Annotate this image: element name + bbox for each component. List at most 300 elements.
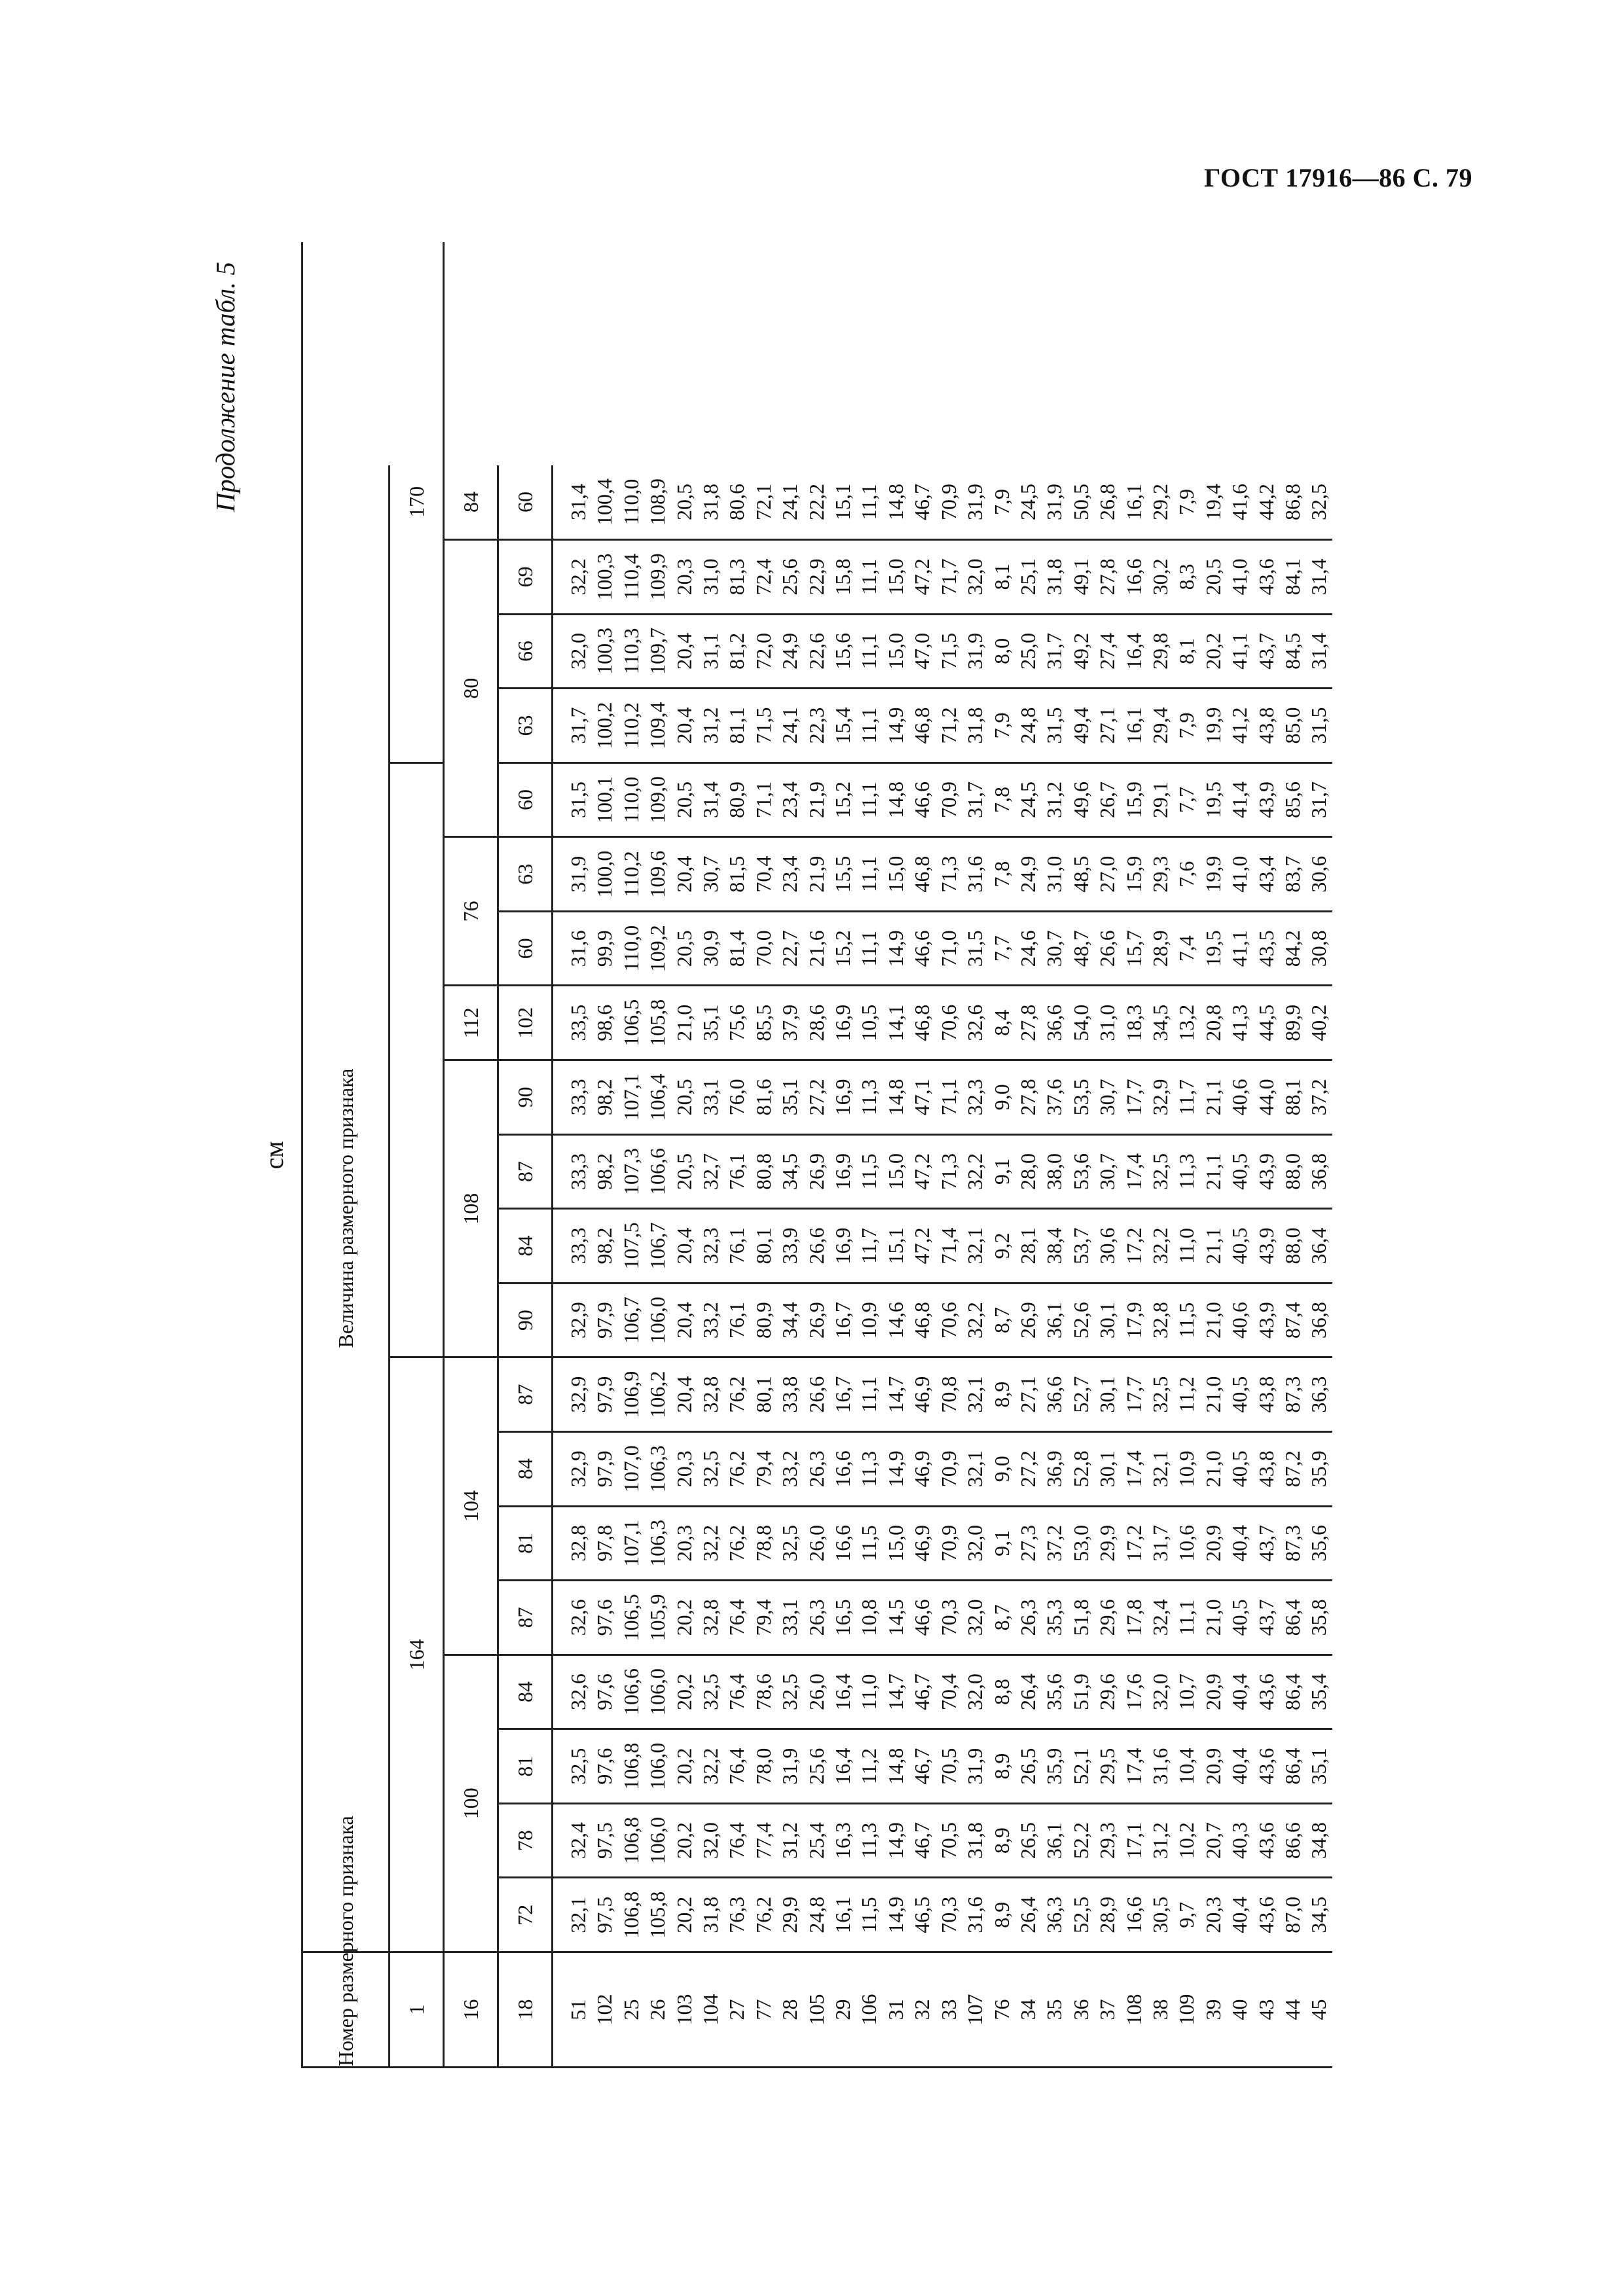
value-cell: 48,7 — [1068, 911, 1094, 986]
value-cell: 26,6 — [803, 1357, 830, 1432]
value-cell: 11,1 — [856, 837, 882, 912]
value-cell: 87,3 — [1279, 1506, 1305, 1581]
value-cell: 43,4 — [1253, 837, 1279, 912]
value-cell: 14,9 — [883, 689, 909, 763]
value-cell: 27,0 — [1094, 837, 1120, 912]
level3-header-cell: 78 — [498, 1803, 553, 1878]
value-cell: 81,2 — [723, 614, 750, 689]
value-cell: 11,3 — [856, 1431, 882, 1506]
value-cell: 23,4 — [776, 837, 803, 912]
value-cell: 97,9 — [591, 1431, 617, 1506]
value-cell: 15,0 — [883, 614, 909, 689]
value-cell: 31,8 — [697, 465, 723, 540]
value-cell: 32,9 — [553, 1431, 592, 1506]
value-cell: 14,9 — [883, 1803, 909, 1878]
value-cell: 84,1 — [1279, 540, 1305, 615]
value-cell: 20,8 — [1200, 986, 1226, 1060]
value-cell: 72,4 — [750, 540, 776, 615]
value-cell: 8,7 — [989, 1283, 1015, 1357]
value-cell: 32,0 — [962, 1506, 988, 1581]
value-cell: 11,3 — [1173, 1134, 1199, 1209]
row-number-cell: 25 — [619, 1999, 643, 2020]
value-cell: 97,9 — [591, 1283, 617, 1357]
value-cell: 7,7 — [989, 911, 1015, 986]
value-cell: 81,3 — [723, 540, 750, 615]
value-cell: 16,7 — [830, 1283, 856, 1357]
value-cell: 46,8 — [909, 986, 935, 1060]
value-cell: 17,4 — [1121, 1431, 1147, 1506]
value-cell: 16,4 — [1121, 614, 1147, 689]
value-cell: 26,6 — [1094, 911, 1120, 986]
value-cell: 36,9 — [1041, 1431, 1067, 1506]
value-cell: 106,5 — [618, 986, 644, 1060]
value-cell: 52,7 — [1068, 1357, 1094, 1432]
value-cell: 76,2 — [723, 1431, 750, 1506]
value-cell: 17,8 — [1121, 1581, 1147, 1655]
value-cell: 25,4 — [803, 1803, 830, 1878]
value-cell: 16,9 — [830, 986, 856, 1060]
value-cell: 22,2 — [803, 465, 830, 540]
value-cell: 33,2 — [697, 1283, 723, 1357]
value-cell: 100,2 — [591, 689, 617, 763]
value-cell: 71,5 — [936, 614, 962, 689]
row-number-cell: 107 — [963, 1994, 987, 2026]
value-cell: 80,1 — [750, 1357, 776, 1432]
value-cell: 32,5 — [1147, 1357, 1173, 1432]
value-cell: 16,9 — [830, 1060, 856, 1135]
value-cell: 28,6 — [803, 986, 830, 1060]
value-cell: 41,1 — [1226, 614, 1252, 689]
table-row — [1200, 242, 1226, 2068]
value-cell: 21,0 — [671, 986, 697, 1060]
value-cell: 11,0 — [1173, 1209, 1199, 1283]
row-number-cell: 26 — [646, 1999, 670, 2020]
value-cell: 85,5 — [750, 986, 776, 1060]
value-cell: 40,3 — [1226, 1803, 1252, 1878]
value-cell: 15,2 — [830, 762, 856, 837]
value-cell: 109,9 — [644, 540, 670, 615]
value-cell: 40,6 — [1226, 1060, 1252, 1135]
value-cell: 8,1 — [989, 540, 1015, 615]
value-cell: 17,1 — [1121, 1803, 1147, 1878]
value-cell: 14,8 — [883, 465, 909, 540]
value-cell: 31,6 — [962, 1878, 988, 1952]
value-cell: 89,9 — [1279, 986, 1305, 1060]
value-cell: 32,5 — [1147, 1134, 1173, 1209]
value-cell: 52,5 — [1068, 1878, 1094, 1952]
value-cell: 46,7 — [909, 1655, 935, 1729]
value-cell: 46,7 — [909, 1729, 935, 1804]
value-cell: 31,1 — [697, 614, 723, 689]
table-row — [989, 242, 1015, 2068]
value-cell: 16,6 — [1121, 1878, 1147, 1952]
value-cell: 72,1 — [750, 465, 776, 540]
value-cell: 22,7 — [776, 911, 803, 986]
value-cell: 13,2 — [1173, 986, 1199, 1060]
value-cell: 31,8 — [962, 1803, 988, 1878]
value-cell: 40,4 — [1226, 1878, 1252, 1952]
table-row — [1253, 242, 1279, 2068]
table-caption: Продолжение табл. 5 — [210, 262, 240, 512]
row-number-cell: 33 — [936, 1999, 960, 2020]
value-cell: 27,1 — [1094, 689, 1120, 763]
value-cell: 110,0 — [618, 911, 644, 986]
table-row — [644, 242, 670, 2068]
value-cell: 32,6 — [962, 986, 988, 1060]
level3-header-cell: 84 — [498, 1655, 553, 1729]
value-cell: 17,7 — [1121, 1060, 1147, 1135]
level3-header-cell: 63 — [498, 837, 553, 912]
value-cell: 20,5 — [671, 762, 697, 837]
value-cell: 27,2 — [803, 1060, 830, 1135]
value-cell: 32,1 — [1147, 1431, 1173, 1506]
value-cell: 32,9 — [553, 1283, 592, 1357]
value-cell: 97,6 — [591, 1729, 617, 1804]
value-cell: 19,4 — [1200, 465, 1226, 540]
value-cell: 7,9 — [1173, 689, 1199, 763]
value-cell: 70,6 — [936, 986, 962, 1060]
value-cell: 37,6 — [1041, 1060, 1067, 1135]
table-row — [962, 242, 988, 2068]
value-cell: 20,3 — [671, 1506, 697, 1581]
value-cell: 17,2 — [1121, 1209, 1147, 1283]
value-cell: 10,5 — [856, 986, 882, 1060]
value-cell: 30,1 — [1094, 1283, 1120, 1357]
value-cell: 32,7 — [697, 1134, 723, 1209]
value-cell: 84,2 — [1279, 911, 1305, 986]
value-cell: 70,4 — [750, 837, 776, 912]
value-cell: 9,2 — [989, 1209, 1015, 1283]
value-cell: 11,2 — [1173, 1357, 1199, 1432]
value-cell: 29,1 — [1147, 762, 1173, 837]
value-cell: 31,7 — [1147, 1506, 1173, 1581]
value-cell: 31,5 — [1041, 689, 1067, 763]
value-cell: 106,2 — [644, 1357, 670, 1432]
value-cell: 29,6 — [1094, 1581, 1120, 1655]
value-cell: 7,6 — [1173, 837, 1199, 912]
value-cell: 71,3 — [936, 1134, 962, 1209]
value-cell: 32,5 — [697, 1431, 723, 1506]
value-cell: 43,9 — [1253, 1134, 1279, 1209]
value-cell: 31,9 — [553, 837, 592, 912]
value-cell: 20,4 — [671, 614, 697, 689]
value-cell: 70,5 — [936, 1729, 962, 1804]
value-cell: 10,2 — [1173, 1803, 1199, 1878]
value-cell: 32,6 — [553, 1581, 592, 1655]
value-cell: 33,1 — [697, 1060, 723, 1135]
value-cell: 26,0 — [803, 1506, 830, 1581]
value-cell: 33,5 — [553, 986, 592, 1060]
value-cell: 46,8 — [909, 689, 935, 763]
value-cell: 32,3 — [962, 1060, 988, 1135]
value-cell: 50,5 — [1068, 465, 1094, 540]
value-cell: 26,8 — [1094, 465, 1120, 540]
value-cell: 32,4 — [1147, 1581, 1173, 1655]
value-cell: 40,5 — [1226, 1209, 1252, 1283]
value-cell: 53,0 — [1068, 1506, 1094, 1581]
value-cell: 17,4 — [1121, 1134, 1147, 1209]
table-row — [830, 242, 856, 2068]
value-cell: 86,4 — [1279, 1655, 1305, 1729]
row-number-cell: 51 — [566, 1999, 590, 2020]
value-cell: 29,2 — [1147, 465, 1173, 540]
value-cell: 46,9 — [909, 1431, 935, 1506]
value-cell: 15,1 — [830, 465, 856, 540]
level2-header-cell: 108 — [444, 1060, 498, 1357]
value-cell: 15,9 — [1121, 837, 1147, 912]
level1-header-cell — [390, 762, 444, 1357]
value-cell: 97,5 — [591, 1803, 617, 1878]
value-cell: 20,4 — [671, 689, 697, 763]
value-cell: 106,6 — [618, 1655, 644, 1729]
value-cell: 32,0 — [1147, 1655, 1173, 1729]
value-cell: 98,2 — [591, 1209, 617, 1283]
value-cell: 80,8 — [750, 1134, 776, 1209]
value-cell: 21,1 — [1200, 1060, 1226, 1135]
level3-header-cell: 90 — [498, 1060, 553, 1135]
value-cell: 11,1 — [856, 465, 882, 540]
table-row — [1094, 242, 1120, 2068]
value-cell: 100,4 — [591, 465, 617, 540]
value-cell: 7,9 — [989, 689, 1015, 763]
row-number-cell: 34 — [1015, 1999, 1040, 2020]
value-cell: 28,9 — [1147, 911, 1173, 986]
value-cell: 14,9 — [883, 1431, 909, 1506]
value-cell: 43,9 — [1253, 762, 1279, 837]
row-number-cell: 76 — [989, 1999, 1013, 2020]
value-cell: 97,6 — [591, 1581, 617, 1655]
value-cell: 32,3 — [697, 1209, 723, 1283]
value-cell: 41,0 — [1226, 837, 1252, 912]
value-cell: 7,8 — [989, 762, 1015, 837]
value-cell: 11,1 — [856, 762, 882, 837]
value-cell: 31,8 — [962, 689, 988, 763]
value-cell: 86,4 — [1279, 1581, 1305, 1655]
table-row — [883, 242, 909, 2068]
level3-header-cell: 66 — [498, 614, 553, 689]
value-cell: 17,9 — [1121, 1283, 1147, 1357]
value-cell: 76,2 — [750, 1878, 776, 1952]
value-cell: 30,6 — [1094, 1209, 1120, 1283]
value-cell: 87,4 — [1279, 1283, 1305, 1357]
value-cell: 46,6 — [909, 1581, 935, 1655]
value-cell: 97,9 — [591, 1357, 617, 1432]
value-cell: 70,9 — [936, 1506, 962, 1581]
value-cell: 8,3 — [1173, 540, 1199, 615]
value-cell: 46,5 — [909, 1878, 935, 1952]
row-number-cell: 45 — [1307, 1999, 1331, 2020]
value-cell: 47,2 — [909, 1209, 935, 1283]
value-cell: 78,0 — [750, 1729, 776, 1804]
level2-header-cell: 84 — [444, 465, 498, 540]
value-cell: 46,7 — [909, 1803, 935, 1878]
row-number-cell: 27 — [725, 1999, 749, 2020]
value-cell: 11,0 — [856, 1655, 882, 1729]
value-cell: 106,9 — [618, 1357, 644, 1432]
table-row — [936, 242, 962, 2068]
value-cell: 15,8 — [830, 540, 856, 615]
value-cell: 76,4 — [723, 1729, 750, 1804]
value-cell: 81,5 — [723, 837, 750, 912]
table-row — [1226, 242, 1252, 2068]
value-cell: 32,1 — [962, 1357, 988, 1432]
value-cell: 20,9 — [1200, 1729, 1226, 1804]
row-number-cell: 44 — [1280, 1999, 1304, 2020]
value-cell: 8,4 — [989, 986, 1015, 1060]
value-cell: 98,2 — [591, 1060, 617, 1135]
value-cell: 110,0 — [618, 465, 644, 540]
value-cell: 33,1 — [776, 1581, 803, 1655]
value-cell: 33,3 — [553, 1209, 592, 1283]
value-cell: 29,8 — [1147, 614, 1173, 689]
value-cell: 34,5 — [1305, 1878, 1332, 1952]
value-cell: 26,9 — [803, 1283, 830, 1357]
value-cell: 16,4 — [830, 1729, 856, 1804]
value-cell: 26,3 — [1015, 1581, 1041, 1655]
value-cell: 20,3 — [671, 540, 697, 615]
value-cell: 99,9 — [591, 911, 617, 986]
value-cell: 47,0 — [909, 614, 935, 689]
table-row — [1041, 242, 1067, 2068]
value-cell: 20,4 — [671, 837, 697, 912]
value-cell: 14,9 — [883, 911, 909, 986]
value-cell: 70,9 — [936, 1431, 962, 1506]
value-cell: 32,5 — [776, 1506, 803, 1581]
value-cell: 31,4 — [697, 762, 723, 837]
value-cell: 24,8 — [1015, 689, 1041, 763]
value-cell: 31,9 — [962, 465, 988, 540]
value-cell: 16,9 — [830, 1134, 856, 1209]
value-cell: 8,9 — [989, 1729, 1015, 1804]
value-cell: 41,6 — [1226, 465, 1252, 540]
value-cell: 77,4 — [750, 1803, 776, 1878]
value-cell: 40,5 — [1226, 1357, 1252, 1432]
value-cell: 9,0 — [989, 1431, 1015, 1506]
value-cell: 8,9 — [989, 1878, 1015, 1952]
value-cell: 36,4 — [1305, 1209, 1332, 1283]
value-cell: 71,0 — [936, 911, 962, 986]
value-cell: 53,6 — [1068, 1134, 1094, 1209]
value-cell: 20,4 — [671, 1283, 697, 1357]
value-cell: 35,6 — [1305, 1506, 1332, 1581]
value-cell: 76,3 — [723, 1878, 750, 1952]
value-cell: 35,1 — [776, 1060, 803, 1135]
value-cell: 110,0 — [618, 762, 644, 837]
value-cell: 34,5 — [776, 1134, 803, 1209]
value-cell: 24,8 — [803, 1878, 830, 1952]
value-cell: 11,1 — [856, 911, 882, 986]
value-cell: 105,8 — [644, 986, 670, 1060]
value-cell: 31,0 — [697, 540, 723, 615]
value-cell: 71,1 — [750, 762, 776, 837]
value-cell: 37,2 — [1305, 1060, 1332, 1135]
value-cell: 41,4 — [1226, 762, 1252, 837]
value-cell: 87,0 — [1279, 1878, 1305, 1952]
value-cell: 16,1 — [830, 1878, 856, 1952]
value-cell: 27,3 — [1015, 1506, 1041, 1581]
value-cell: 15,7 — [1121, 911, 1147, 986]
value-cell: 15,4 — [830, 689, 856, 763]
value-cell: 109,6 — [644, 837, 670, 912]
value-cell: 15,9 — [1121, 762, 1147, 837]
value-cell: 80,1 — [750, 1209, 776, 1283]
level1-header-cell: 1 — [390, 1952, 444, 2068]
value-cell: 107,5 — [618, 1209, 644, 1283]
value-cell: 32,5 — [776, 1655, 803, 1729]
value-cell: 15,0 — [883, 1134, 909, 1209]
value-cell: 79,4 — [750, 1431, 776, 1506]
value-cell: 16,1 — [1121, 689, 1147, 763]
value-cell: 49,1 — [1068, 540, 1094, 615]
value-cell: 20,2 — [671, 1878, 697, 1952]
value-cell: 88,0 — [1279, 1134, 1305, 1209]
value-cell: 43,7 — [1253, 614, 1279, 689]
value-cell: 31,2 — [1147, 1803, 1173, 1878]
level2-header-cell: 112 — [444, 986, 498, 1060]
value-cell: 36,3 — [1305, 1357, 1332, 1432]
value-cell: 31,9 — [962, 614, 988, 689]
row-number-cell: 106 — [857, 1994, 881, 2026]
value-cell: 31,7 — [1041, 614, 1067, 689]
value-cell: 17,7 — [1121, 1357, 1147, 1432]
value-cell: 43,9 — [1253, 1283, 1279, 1357]
table-row — [697, 242, 723, 2068]
value-cell: 30,1 — [1094, 1431, 1120, 1506]
value-cell: 20,4 — [671, 1209, 697, 1283]
value-cell: 81,4 — [723, 911, 750, 986]
value-cell: 81,1 — [723, 689, 750, 763]
level3-header-cell: 60 — [498, 762, 553, 837]
value-cell: 106,0 — [644, 1655, 670, 1729]
value-cell: 26,6 — [803, 1209, 830, 1283]
value-cell: 35,1 — [697, 986, 723, 1060]
value-cell: 11,7 — [1173, 1060, 1199, 1135]
value-cell: 32,0 — [962, 1655, 988, 1729]
value-cell: 30,1 — [1094, 1357, 1120, 1432]
value-cell: 106,6 — [644, 1134, 670, 1209]
value-cell: 52,2 — [1068, 1803, 1094, 1878]
value-cell: 20,2 — [671, 1729, 697, 1804]
value-cell: 40,4 — [1226, 1655, 1252, 1729]
value-cell: 14,8 — [883, 762, 909, 837]
value-cell: 34,4 — [776, 1283, 803, 1357]
row-number-cell: 32 — [910, 1999, 934, 2020]
value-cell: 76,4 — [723, 1655, 750, 1729]
value-cell: 15,2 — [830, 911, 856, 986]
level3-header-cell: 81 — [498, 1729, 553, 1804]
value-cell: 80,9 — [723, 762, 750, 837]
value-cell: 32,1 — [962, 1209, 988, 1283]
value-cell: 15,0 — [883, 540, 909, 615]
value-cell: 14,9 — [883, 1878, 909, 1952]
value-cell: 11,7 — [856, 1209, 882, 1283]
value-cell: 26,3 — [803, 1581, 830, 1655]
page-title: ГОСТ 17916—86 С. 79 — [1203, 163, 1472, 192]
value-cell: 21,9 — [803, 762, 830, 837]
value-cell: 10,7 — [1173, 1655, 1199, 1729]
value-cell: 98,6 — [591, 986, 617, 1060]
value-cell: 26,7 — [1094, 762, 1120, 837]
value-cell: 29,9 — [1094, 1506, 1120, 1581]
value-cell: 27,1 — [1015, 1357, 1041, 1432]
value-cell: 31,8 — [1041, 540, 1067, 615]
value-cell: 20,2 — [671, 1655, 697, 1729]
value-cell: 31,9 — [776, 1729, 803, 1804]
value-cell: 53,5 — [1068, 1060, 1094, 1135]
value-cell: 51,8 — [1068, 1581, 1094, 1655]
value-cell: 16,6 — [830, 1431, 856, 1506]
value-cell: 32,5 — [553, 1729, 592, 1804]
